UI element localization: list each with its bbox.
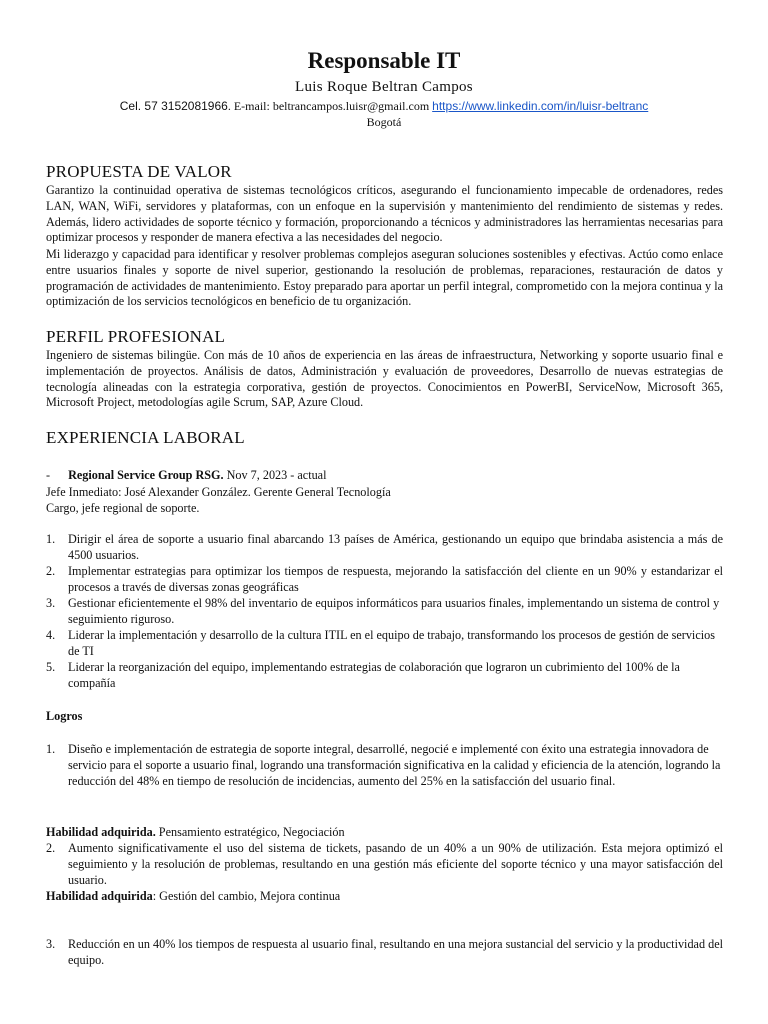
job-dash: - [46, 468, 51, 482]
logros-heading-text: Logros [46, 709, 83, 723]
skill-value: Pensamiento estratégico, Negociación [155, 825, 345, 839]
linkedin-link[interactable]: https://www.linkedin.com/in/luisr-beltranc [432, 99, 649, 113]
perfil-paragraph: Ingeniero de sistemas bilingüe. Con más de 10 años de experiencia en las áreas de infraestructura, Networking y soporte usuario final e implementación de proyectos. Análisis de datos, Administración y evaluación de proveedores, Desarrollo de nuevas estrategias de tecnología alineadas con la estrategia corporativa, gestión de proyectos. Conocimientos en PowerBI, ServiceNow, Microsoft 365, Microsoft Project, metodologías agile Scrum, SAP, Azure Cloud. [46, 348, 723, 410]
job-boss: Jefe Inmediato: José Alexander González. Gerente General Tecnología [46, 485, 391, 499]
propuesta-paragraph-1: Garantizo la continuidad operativa de sistemas tecnológicos críticos, asegurando el funcionamiento impecable de ordenadores, redes LAN, WAN, WiFi, servidores y plataformas, con un enfoque en la supervisión y mantenimiento del rendimiento de sistemas y redes. Además, lidero actividades de soporte técnico y formación, proporcionando a técnicos y administradores las herramientas necesarias para optimizar procesos y responder de manera efectiva a las necesidades del negocio. [46, 183, 723, 245]
phone-number: Cel. 57 3152081966 [119, 99, 228, 113]
section-heading-propuesta: PROPUESTA DE VALOR [46, 162, 232, 181]
resume-title: Responsable IT [307, 48, 461, 73]
city: Bogotá [366, 115, 402, 129]
duty-number: 1. [46, 532, 56, 546]
skill-label: Habilidad adquirida. [46, 825, 156, 839]
achievement-number: 3. [46, 937, 56, 951]
job-date: Nov 7, 2023 - actual [223, 468, 327, 482]
logros-heading [46, 709, 723, 725]
section-heading-experiencia: EXPERIENCIA LABORAL [46, 428, 245, 447]
achievement-text: Reducción en un 40% los tiempos de respuesta al usuario final, resultando en una mejora sustancial del servicio y la productividad del equipo. [68, 937, 723, 967]
achievement-number: 2. [46, 841, 56, 855]
skill-line-1 [46, 825, 723, 841]
contact-line [0, 99, 768, 113]
duty-text: Gestionar eficientemente el 98% del inventario de equipos informáticos para usuarios finales, implementando un sistema de control y seguimiento riguroso. [68, 596, 720, 626]
job-role: Cargo, jefe regional de soporte. [46, 501, 200, 515]
duty-text: Liderar la implementación y desarrollo de la cultura ITIL en el equipo de trabajo, transformando los procesos de gestión de servicios de TI [68, 628, 715, 658]
email-address: . E-mail: beltrancampos.luisr@gmail.com [227, 99, 430, 113]
job-header [46, 468, 723, 484]
duty-text: Liderar la reorganización del equipo, implementando estrategias de colaboración que lograron un cubrimiento del 100% de la compañía [68, 660, 680, 690]
achievement-text: Aumento significativamente el uso del sistema de tickets, pasando de un 40% a un 90% de utilización. Esta mejora optimizó el seguimiento y la resolución de problemas, resultando en una gestión más eficiente del soporte técnico y una mayor satisfacción del usuario. [68, 841, 723, 887]
propuesta-paragraph-2: Mi liderazgo y capacidad para identificar y resolver problemas complejos aseguran soluciones sostenibles y efectivas. Actúo como enlace entre usuarios finales y soporte de nivel superior, gestionando la resolución de problemas, reparaciones, restauración de datos y programación de actividades de mantenimiento. Estoy preparado para aportar un perfil integral, comprometido con la mejora continua y la optimización de los servicios tecnológicos en beneficio de tu organización. [46, 247, 723, 309]
duty-text: Implementar estrategias para optimizar los tiempos de respuesta, mejorando la satisfacción del cliente en un 90% y estandarizar el procesos a través de diversas zonas geográficas [68, 564, 723, 594]
duty-number: 5. [46, 660, 56, 674]
skill-line-2 [46, 889, 723, 905]
company-name: Regional Service Group RSG. [68, 468, 224, 482]
duty-number: 3. [46, 596, 56, 610]
skill-label: Habilidad adquirida [46, 889, 153, 903]
section-heading-perfil: PERFIL PROFESIONAL [46, 327, 226, 346]
duty-text: Dirigir el área de soporte a usuario final abarcando 13 países de América, gestionando un equipo que brindaba asistencia a más de 4500 usuarios. [68, 532, 723, 562]
achievement-text: Diseño e implementación de estrategia de soporte integral, desarrollé, negocié e implementé con éxito una estrategia innovadora de servicio para el soporte a usuario final, logrando una transformación significativa en la calidad y eficiencia de la atención, logrando la reducción del 48% en tiempo de resolución de incidencias, aumento del 25% en la satisfacción del usuario final. [68, 742, 721, 788]
duty-number: 4. [46, 628, 56, 642]
skill-value: : Gestión del cambio, Mejora continua [152, 889, 341, 903]
duty-number: 2. [46, 564, 56, 578]
candidate-name: Luis Roque Beltran Campos [295, 79, 473, 95]
achievement-number: 1. [46, 742, 56, 756]
